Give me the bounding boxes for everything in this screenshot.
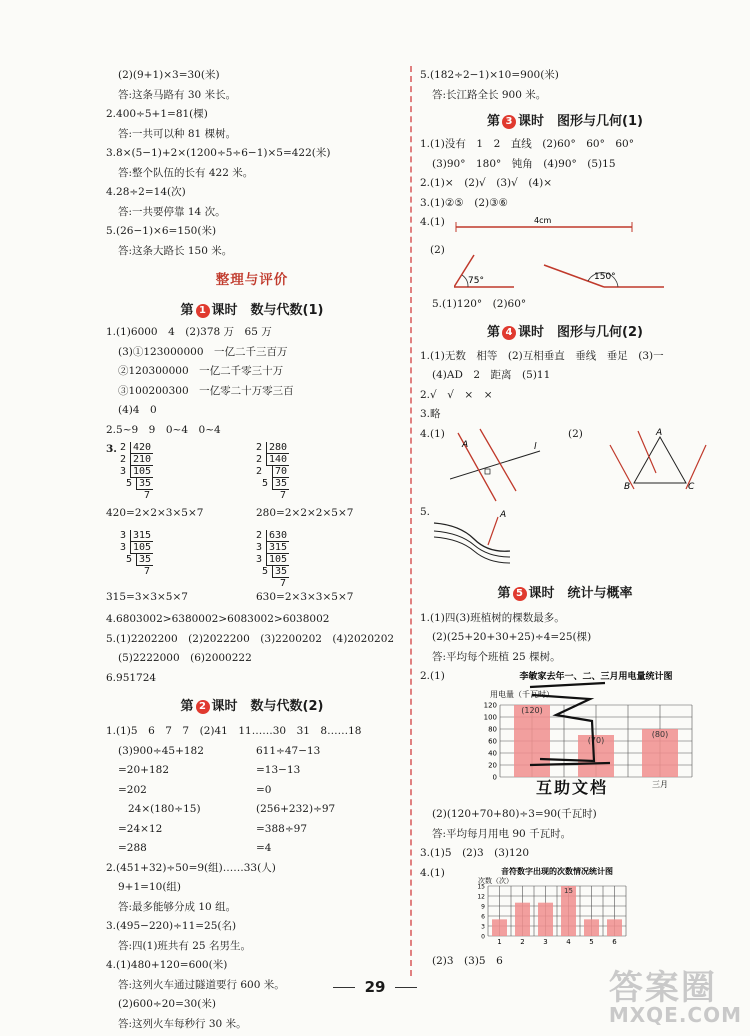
column-divider	[410, 66, 412, 976]
answer-line: 5.(1)120° (2)60°	[420, 297, 710, 317]
heading-prefix: 第	[181, 303, 194, 318]
answer-line: 4.6803002>6380002>6083002>6038002	[106, 612, 398, 632]
heading-title: 课时 数与代数(2)	[212, 699, 324, 714]
division-ladder: 3 315 3 105 5 35 7	[120, 530, 270, 590]
lesson-number-badge: 1	[196, 304, 210, 318]
y-tick-label: 0	[493, 774, 497, 782]
division-ladders-row1: 3. 2 420 2 210 3 105 5 35 7 2 280 2 140 2 70 5 35 7	[106, 442, 398, 504]
heading-prefix: 第	[487, 114, 500, 129]
answer-line: 答:整个队伍的长有 422 米。	[106, 166, 398, 186]
answer-line: 4.28÷2=14(次)	[106, 185, 398, 205]
svg-text:C: C	[688, 482, 695, 492]
y-tick-label: 15	[477, 883, 485, 890]
x-tick-label: 1	[497, 938, 501, 946]
svg-text:A: A	[461, 440, 468, 450]
svg-text:A: A	[655, 428, 662, 438]
geometry-figures-3: 5. A	[420, 505, 710, 577]
answer-line: (2)(120+70+80)÷3=90(千瓦时)	[420, 807, 710, 827]
chart-title: 李敏家去年一、二、三月用电量统计图	[518, 670, 672, 682]
heading-title: 课时 图形与几何(1)	[518, 114, 643, 129]
notes-bar-chart	[470, 866, 670, 954]
lesson-number-badge: 4	[502, 326, 516, 340]
left-column	[106, 68, 398, 1036]
answer-line: 2.5~9 9 0~4 0~4	[106, 423, 398, 443]
y-tick-label: 6	[481, 913, 485, 920]
y-tick-label: 12	[477, 893, 485, 900]
heading-prefix: 第	[497, 586, 510, 601]
y-tick-label: 20	[488, 762, 497, 770]
y-axis-label: 次数（次）	[478, 876, 513, 885]
answer-line: 5.(182÷2−1)×10=900(米)	[420, 68, 710, 88]
chart-bar	[515, 902, 530, 935]
division-ladders-row2	[106, 528, 398, 590]
y-axis-label: 用电量（千瓦时）	[490, 689, 554, 699]
chart-bar	[584, 919, 599, 936]
division-ladder: 2 280 2 140 2 70 5 35 7	[256, 442, 406, 502]
answer-line: 6.951724	[106, 671, 398, 691]
lesson-number-badge: 2	[196, 700, 210, 714]
chart-bar	[492, 919, 507, 936]
lesson-heading	[420, 317, 710, 349]
heading-title: 课时 图形与几何(2)	[518, 325, 643, 340]
answer-line: 答:平均每月用电 90 千瓦时。	[420, 827, 710, 847]
answer-line: (3)①123000000 一亿二千三百万	[106, 345, 398, 365]
answer-line: 1.(1)6000 4 (2)378 万 65 万	[106, 325, 398, 345]
answer-line: 5.(26−1)×6=150(米)	[106, 224, 398, 244]
answer-line: 3.(1)②⑤ (2)③⑥	[420, 196, 710, 216]
answer-line: ③100200300 一亿零二十万零三百	[106, 384, 398, 404]
data-label: (120)	[521, 706, 543, 715]
data-label: (70)	[588, 736, 604, 745]
answer-line: (3)90° 180° 钝角 (4)90° (5)15	[420, 157, 710, 177]
x-tick-label: 4	[566, 938, 571, 946]
factorization: 420=2×2×3×5×7	[106, 506, 203, 526]
perpendicular-drawing	[450, 427, 710, 505]
answer-line: 3.(495−220)÷11=25(名)	[106, 919, 398, 939]
y-tick-label: 9	[481, 903, 485, 910]
answer-line: (2)3 (3)5 6	[420, 954, 710, 974]
angle-label: 75°	[468, 276, 484, 286]
answer-line: 答:平均每个班植 25 棵树。	[420, 650, 710, 670]
x-tick-label: 3	[543, 938, 547, 946]
electricity-bar-chart	[470, 669, 710, 807]
y-tick-label: 100	[484, 714, 497, 722]
page-number: 29	[0, 978, 750, 996]
answer-line: 答:这列火车每秒行 30 米。	[106, 1017, 398, 1036]
y-tick-label: 3	[481, 923, 485, 930]
svg-text:l: l	[534, 442, 537, 452]
chart-bar	[538, 902, 553, 935]
answer-line: 1.(1)没有 1 2 直线 (2)60° 60° 60°	[420, 137, 710, 157]
y-tick-label: 40	[488, 750, 497, 758]
y-tick-label: 120	[484, 702, 497, 710]
answer-line: 答:最多能够分成 10 组。	[106, 900, 398, 920]
answer-line: 2.400÷5+1=81(棵)	[106, 107, 398, 127]
chart-block-2: 4.(1) 音符数字出现的次数情况统计图 次数（次） 0 3 6 9 12 15 1 2 3 15 4 5 6	[420, 866, 710, 954]
answer-line: 答:四(1)班共有 25 名男生。	[106, 939, 398, 959]
answer-line: 2.√ √ × ×	[420, 388, 710, 408]
chart-block-1: 2.(1) 李敏家去年一、二、三月用电量统计图 用电量（千瓦时） 0 20 40 60 80 100 120 (120) (70) (80) 三月 互助文档	[420, 669, 710, 807]
answer-line: 2.(451+32)÷50=9(组)……33(人)	[106, 861, 398, 881]
factorization: 315=3×3×5×7	[106, 590, 188, 610]
chart-bar	[607, 919, 622, 936]
angle-label: 150°	[594, 272, 616, 282]
lesson-number-badge: 5	[513, 587, 527, 601]
x-tick-label: 2	[520, 938, 524, 946]
factorization: 630=2×3×3×5×7	[256, 590, 353, 610]
y-tick-label: 60	[488, 738, 497, 746]
lesson-heading	[106, 690, 398, 724]
geometry-figures-1: 4.(1) 4cm 75° 150° (2)	[420, 215, 710, 297]
geometry-figures-2: 4.(1) (2) A l A B C	[420, 427, 710, 505]
calc-block: (3)900÷45+182 =20+182 =202 24×(180÷15) =24×12 =288 611÷47−13 =13−13 =0 (256+232)÷97 =388÷97 =4	[106, 744, 398, 861]
lesson-heading	[420, 107, 710, 137]
answer-line: ②120300000 一亿二千零三十万	[106, 364, 398, 384]
lesson-heading	[106, 297, 398, 325]
answer-line: 3.8×(5−1)+2×(1200÷5÷6−1)×5=422(米)	[106, 146, 398, 166]
answer-line: 答:这条大路长 150 米。	[106, 244, 398, 264]
chart-bar	[514, 705, 550, 777]
answer-line: 答:这列火车通过隧道要行 600 米。	[106, 978, 398, 998]
x-tick-label: 三月	[652, 780, 668, 789]
heading-prefix: 第	[181, 699, 194, 714]
heading-prefix: 第	[487, 325, 500, 340]
answer-line: (2)(9+1)×3=30(米)	[106, 68, 398, 88]
answer-line: (4)AD 2 距离 (5)11	[420, 368, 710, 388]
answer-line: 答:长江路全长 900 米。	[420, 88, 710, 108]
segment-label: 4cm	[534, 216, 551, 225]
watermark: 答案圈 MXQE.COM	[609, 960, 742, 1027]
river-drawing	[430, 505, 550, 565]
review-heading: 整理与评价	[106, 263, 398, 297]
answer-line: 3.略	[420, 407, 710, 427]
svg-text:B: B	[624, 482, 630, 492]
data-label: 15	[564, 887, 573, 895]
overlay-stamp-text: 互助文档	[536, 778, 608, 797]
answer-line: (2)600÷20=30(米)	[106, 997, 398, 1017]
answer-line: 1.(1)无数 相等 (2)互相垂直 垂线 垂足 (3)一	[420, 349, 710, 369]
svg-text:A: A	[499, 510, 506, 520]
answer-line: 1.(1)5 6 7 7 (2)41 11……30 31 8……18	[106, 724, 398, 744]
answer-line: 答:一共要停靠 14 次。	[106, 205, 398, 225]
factorization: 280=2×2×2×5×7	[256, 506, 353, 526]
answer-line: 答:这条马路有 30 米长。	[106, 88, 398, 108]
data-label: (80)	[652, 730, 668, 739]
lesson-number-badge: 3	[502, 115, 516, 129]
chart-title: 音符数字出现的次数情况统计图	[501, 866, 613, 876]
x-tick-label: 5	[589, 938, 593, 946]
answer-line: 2.(1)× (2)√ (3)√ (4)×	[420, 176, 710, 196]
y-tick-label: 80	[488, 726, 497, 734]
answer-line: (4)4 0	[106, 403, 398, 423]
lesson-heading	[420, 577, 710, 611]
answer-line: (5)2222000 (6)2000222	[106, 651, 398, 671]
division-ladder: 2 420 2 210 3 105 5 35 7	[120, 442, 270, 502]
x-tick-label: 6	[612, 938, 617, 946]
answer-line: 5.(1)2202200 (2)2022200 (3)2200202 (4)2020202	[106, 632, 398, 652]
answer-line: 3.(1)5 (2)3 (3)120	[420, 846, 710, 866]
geometry-drawing	[454, 215, 704, 295]
answer-line: 1.(1)四(3)班植树的棵数最多。	[420, 611, 710, 631]
division-ladder: 2 630 3 315 3 105 5 35 7	[256, 530, 406, 590]
answer-line: (2)(25+20+30+25)÷4=25(棵)	[420, 630, 710, 650]
heading-title: 课时 数与代数(1)	[212, 303, 324, 318]
answer-line: 9+1=10(组)	[106, 880, 398, 900]
heading-title: 课时 统计与概率	[529, 586, 633, 601]
right-column	[420, 68, 710, 973]
answer-line: 答:一共可以种 81 棵树。	[106, 127, 398, 147]
answer-line: 4.(1)480+120=600(米)	[106, 958, 398, 978]
y-tick-label: 0	[481, 933, 485, 940]
